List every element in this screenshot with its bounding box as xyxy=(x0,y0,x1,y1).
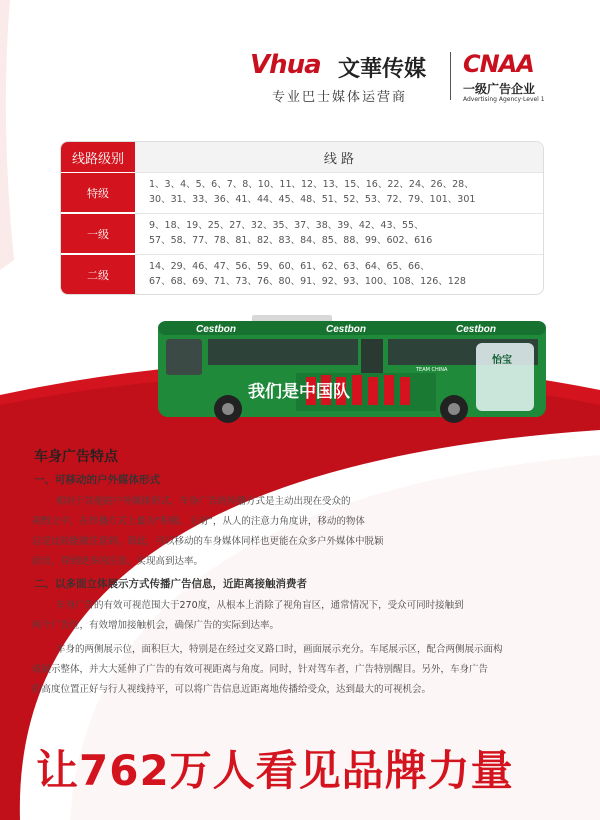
bus-brand-front: Cestbon xyxy=(196,324,236,335)
paragraph-line: 的高度位置正好与行人视线持平，可以将广告信息近距离地传播给受众，达到最大的可视机会。 xyxy=(32,684,432,695)
subheading-2: 二、以多面立体展示方式传播广告信息，近距离接触消费者 xyxy=(34,578,307,590)
bus-team-text: TEAM CHINA xyxy=(416,367,448,373)
vhua-logo: Vhua xyxy=(250,50,321,80)
paragraph-line: 车身的两侧展示位，面积巨大，特别是在经过交叉路口时，画面展示充分。车尾展示区，配合两侧展示面构 xyxy=(56,644,503,655)
section-title: 车身广告特点 xyxy=(34,449,118,465)
routes-line: 67、68、69、71、73、76、80、91、92、93、100、108、126、128 xyxy=(149,276,466,287)
routes-line: 30、31、33、36、41、44、45、48、51、52、53、72、79、101、301 xyxy=(149,194,476,205)
row-routes xyxy=(149,259,535,289)
row-divider xyxy=(135,172,543,173)
paragraph-1 xyxy=(32,492,552,572)
paragraph-line: 成展示整体，并大大延伸了广告的有效可视距离与角度。同时，针对驾车者，广告特别醒目。另外，车身广告 xyxy=(32,664,489,675)
row-divider xyxy=(135,254,543,255)
route-table xyxy=(60,141,544,295)
routes-line: 1、3、4、5、6、7、8、10、11、12、13、15、16、22、24、26、28、 xyxy=(149,179,474,190)
bus-front-window xyxy=(166,339,202,375)
row-level: 特级 xyxy=(61,172,135,212)
row-level: 二级 xyxy=(61,254,135,294)
routes-line: 14、29、46、47、56、59、60、61、62、63、64、65、66、 xyxy=(149,261,430,272)
paragraph-3 xyxy=(32,640,552,700)
paragraph-2 xyxy=(32,596,552,636)
row-level: 一级 xyxy=(61,213,135,253)
subheading-1: 一、可移动的户外媒体形式 xyxy=(34,474,160,486)
brand-header xyxy=(250,50,550,110)
row-routes xyxy=(149,218,535,248)
row-divider xyxy=(135,213,543,214)
header-routes: 线 路 xyxy=(135,142,543,172)
brand-tagline: 专业巴士媒体运营商 xyxy=(272,90,408,105)
bus-side-windows xyxy=(208,339,358,365)
table-row xyxy=(61,213,543,253)
cnaa-level-cn: 一级广告企业 xyxy=(463,82,536,96)
bus-brand-rear: Cestbon xyxy=(456,324,496,335)
headline-slogan: 让762万人看见品牌力量 xyxy=(36,746,514,795)
bus-brand-mid: Cestbon xyxy=(326,324,366,335)
table-row xyxy=(61,172,543,212)
header-level: 线路级别 xyxy=(61,142,135,172)
cnaa-logo: CNAA xyxy=(463,50,534,78)
bus-ad-slogan: 我们是中国队 xyxy=(248,382,350,402)
header-divider xyxy=(450,52,451,100)
paragraph-line: 视野之中，在传播方式上最为“积极、主动”，从人的注意力角度讲，移动的物体 xyxy=(32,516,365,527)
table-row xyxy=(61,254,543,294)
bus-brand-cn: 怡宝 xyxy=(492,355,512,366)
routes-line: 9、18、19、25、27、32、35、37、38、39、42、43、55、 xyxy=(149,220,424,231)
paragraph-line: 两个广告位，有效增加接触机会，确保广告的实际到达率。 xyxy=(32,620,280,631)
paragraph-line: 而出，得到更多的注意，实现高到达率。 xyxy=(32,556,204,567)
brand-name-cn: 文華传媒 xyxy=(338,57,427,82)
row-routes xyxy=(149,177,535,207)
paragraph-line: 车身广告的有效可视范围大于270度，从根本上消除了视角盲区，通常情况下，受众可同时接触到 xyxy=(56,600,464,611)
paragraph-line: 总是比较能被注意到，因此，可以移动的车身媒体同样也更能在众多户外媒体中脱颖 xyxy=(32,536,384,547)
routes-line: 57、58、77、78、81、82、83、84、85、88、99、602、616 xyxy=(149,235,433,246)
bus-illustration xyxy=(156,315,549,425)
paragraph-line: 相对于其他的户外媒体形式，车身广告的传播方式是主动出现在受众的 xyxy=(56,496,351,507)
water-bottle xyxy=(476,343,534,411)
features-section xyxy=(32,446,552,704)
cnaa-level-en: Advertising Agency·Level 1 xyxy=(463,96,545,103)
